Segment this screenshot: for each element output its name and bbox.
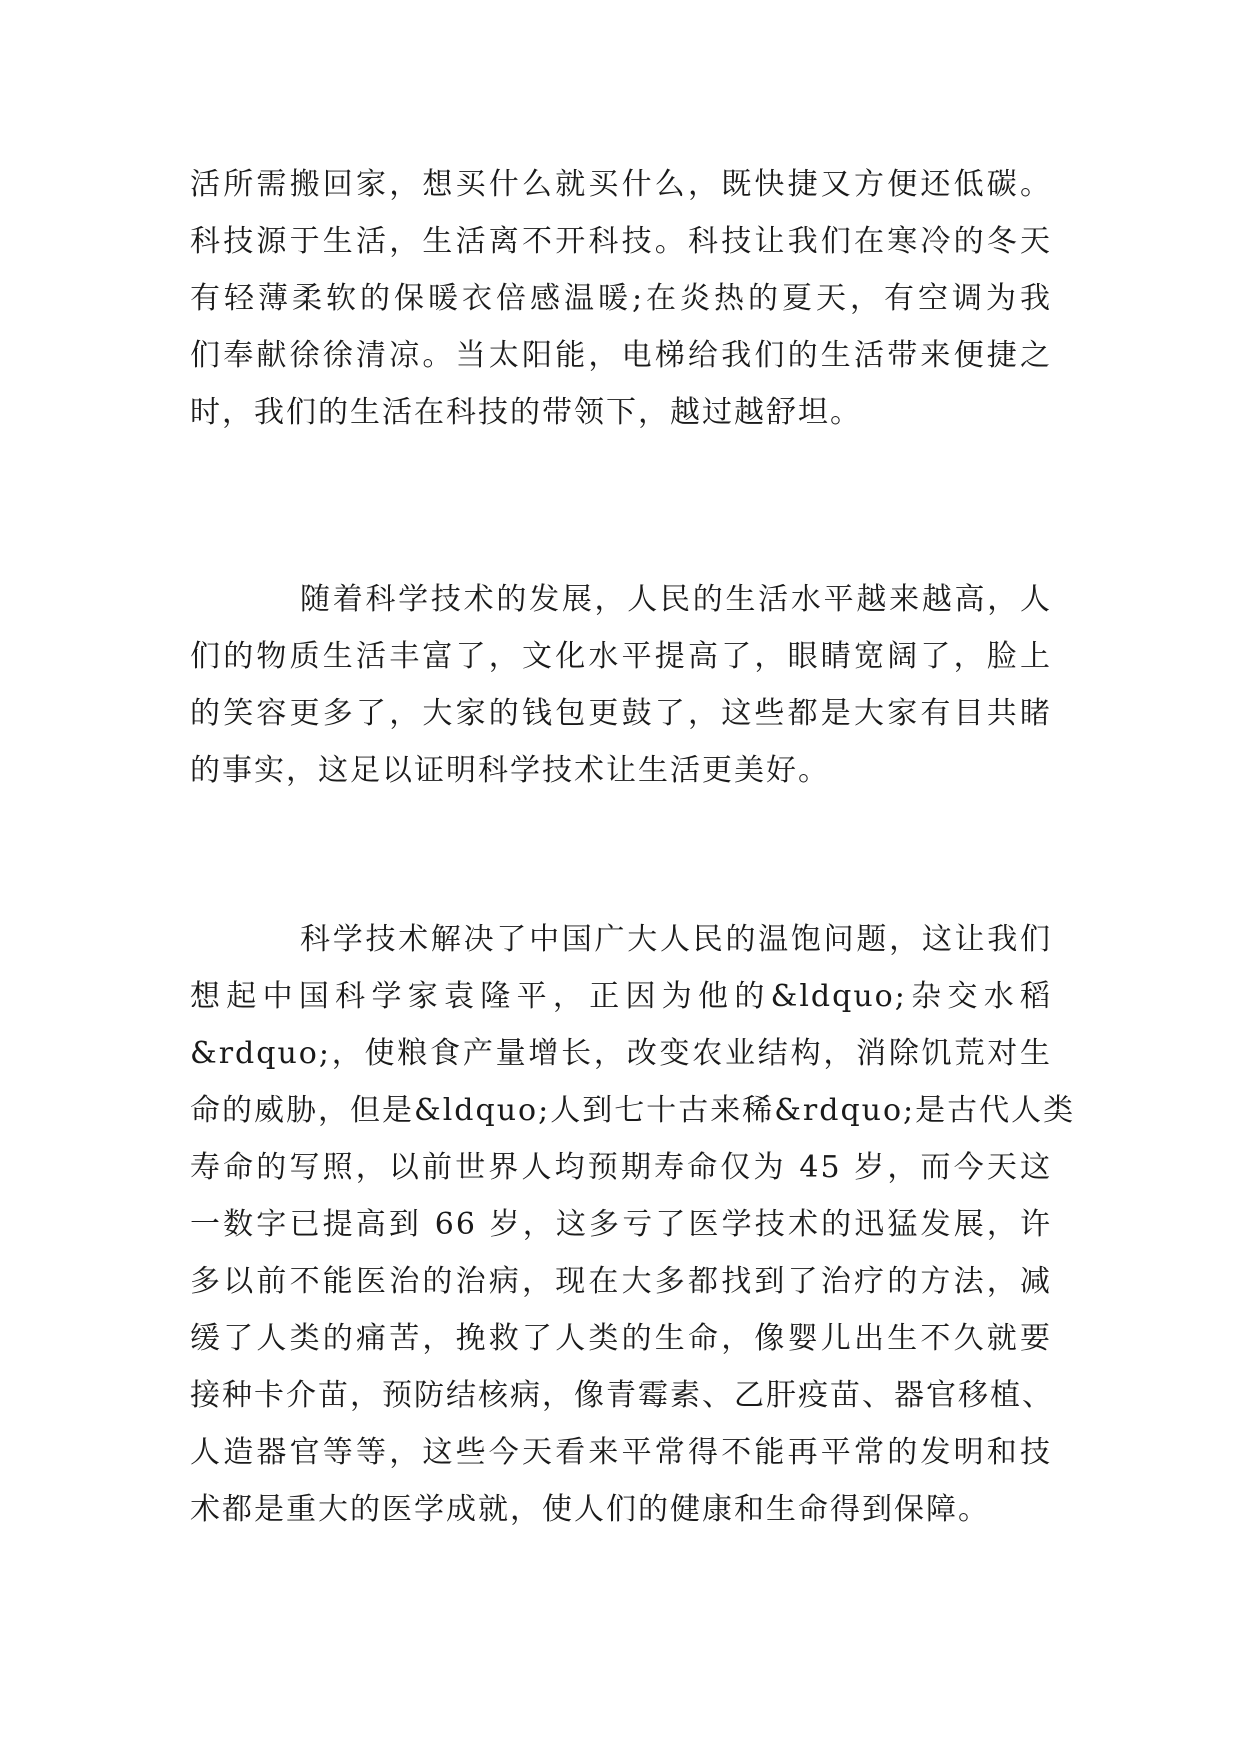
paragraph-2-line-1: 随着科学技术的发展，人民的生活水平越来越高，人 <box>300 582 1052 617</box>
paragraph-3-line-2: 想起中国科学家袁隆平，正因为他的&ldquo;杂交水稻 <box>190 979 1052 1014</box>
paragraph-3-line-5: 寿命的写照，以前世界人均预期寿命仅为 45 岁，而今天这 <box>190 1150 1052 1185</box>
paragraph-3-line-6: 一数字已提高到 66 岁，这多亏了医学技术的迅猛发展，许 <box>190 1207 1052 1242</box>
paragraph-3-line-7: 多以前不能医治的治病，现在大多都找到了治疗的方法，减 <box>190 1264 1052 1299</box>
paragraph-3-line-8: 缓了人类的痛苦，挽救了人类的生命，像婴儿出生不久就要 <box>190 1321 1052 1356</box>
paragraph-1-line-5: 时，我们的生活在科技的带领下，越过越舒坦。 <box>190 395 862 430</box>
paragraph-3-line-1: 科学技术解决了中国广大人民的温饱问题，这让我们 <box>300 922 1052 957</box>
paragraph-2-line-4: 的事实，这足以证明科学技术让生活更美好。 <box>190 753 830 788</box>
paragraph-3-line-3: &rdquo;，使粮食产量增长，改变农业结构，消除饥荒对生 <box>190 1036 1052 1071</box>
paragraph-3-line-10: 人造器官等等，这些今天看来平常得不能再平常的发明和技 <box>190 1435 1052 1470</box>
paragraph-2-line-2: 们的物质生活丰富了，文化水平提高了，眼睛宽阔了，脸上 <box>190 639 1052 674</box>
paragraph-3-line-11: 术都是重大的医学成就，使人们的健康和生命得到保障。 <box>190 1492 990 1527</box>
paragraph-3-line-4: 命的威胁，但是&ldquo;人到七十古来稀&rdquo;是古代人类 <box>190 1093 1076 1128</box>
paragraph-3-line-9: 接种卡介苗，预防结核病，像青霉素、乙肝疫苗、器官移植、 <box>190 1378 1054 1413</box>
paragraph-1-line-4: 们奉献徐徐清凉。当太阳能，电梯给我们的生活带来便捷之 <box>190 338 1052 373</box>
paragraph-1-line-3: 有轻薄柔软的保暖衣倍感温暖;在炎热的夏天，有空调为我 <box>190 281 1052 316</box>
paragraph-1-line-2: 科技源于生活，生活离不开科技。科技让我们在寒冷的冬天 <box>190 224 1052 259</box>
paragraph-1-line-1: 活所需搬回家，想买什么就买什么，既快捷又方便还低碳。 <box>190 167 1052 202</box>
paragraph-2-line-3: 的笑容更多了，大家的钱包更鼓了，这些都是大家有目共睹 <box>190 696 1052 731</box>
